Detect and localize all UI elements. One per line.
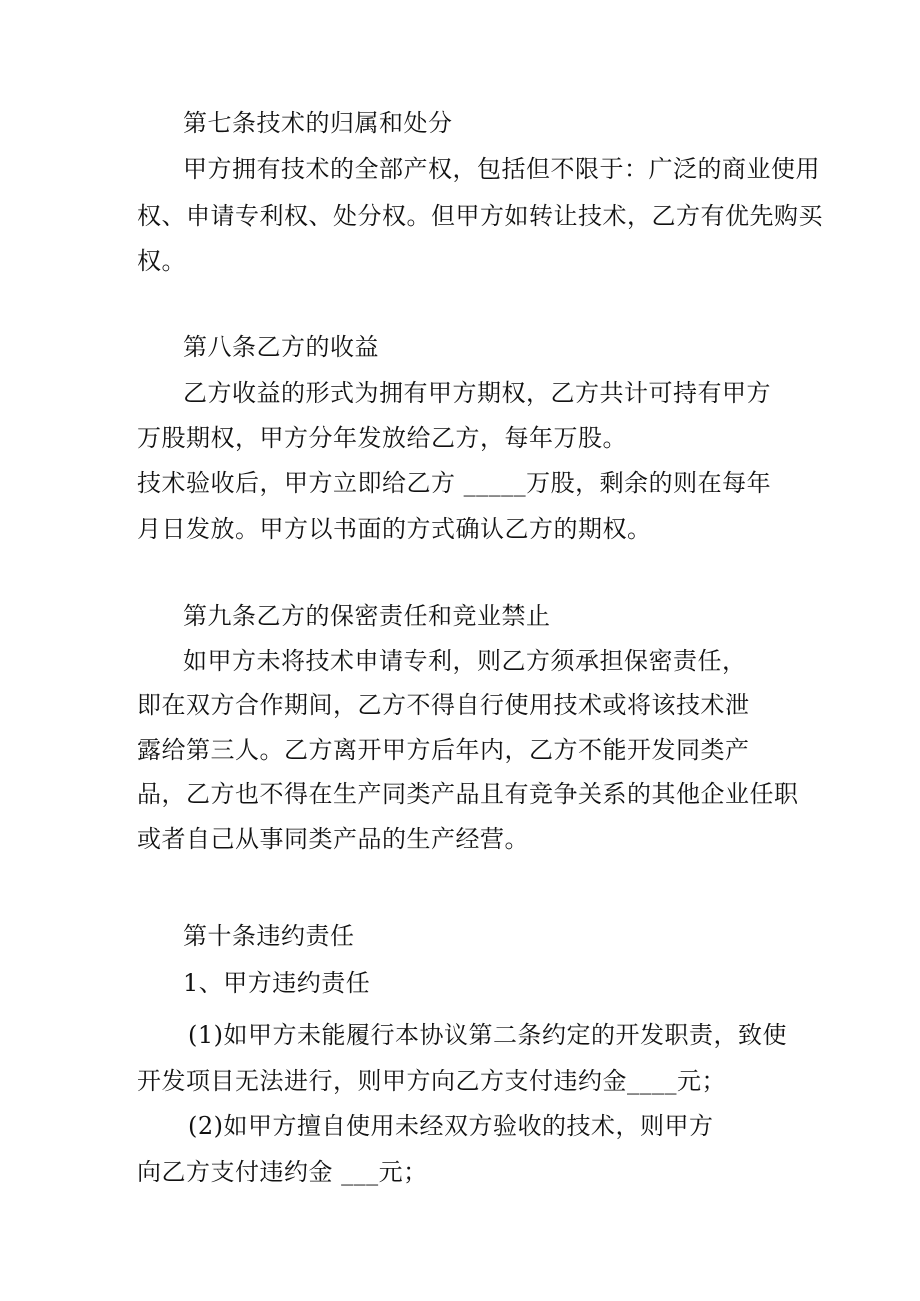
article-8-line-1: 乙方收益的形式为拥有甲方期权，乙方共计可持有甲方 [183,379,771,407]
article-8-line-3: 技术验收后，甲方立即给乙方 _____万股，剩余的则在每年 [137,469,772,497]
article-9-line-3: 露给第三人。乙方离开甲方后年内，乙方不能开发同类产 [137,736,750,764]
article-7-line-3: 权。 [137,247,186,275]
article-9-line-4: 品，乙方也不得在生产同类产品且有竞争关系的其他企业任职 [137,780,799,808]
article-10-heading: 第十条违约责任 [183,922,355,950]
article-9-heading: 第九条乙方的保密责任和竞业禁止 [183,602,551,630]
article-10-line-1: (1)如甲方未能履行本协议第二条约定的开发职责，致使 [188,1021,787,1049]
article-9-line-2: 即在双方合作期间，乙方不得自行使用技术或将该技术泄 [137,691,750,719]
article-8-line-4: 月日发放。甲方以书面的方式确认乙方的期权。 [137,515,652,543]
article-7-line-2: 权、申请专利权、处分权。但甲方如转让技术，乙方有优先购买 [137,202,823,230]
article-10-line-3: (2)如甲方擅自使用未经双方验收的技术，则甲方 [188,1112,714,1140]
article-7-heading: 第七条技术的归属和处分 [183,109,453,137]
article-10-subheading: 1、甲方违约责任 [183,969,371,997]
article-10-line-2: 开发项目无法进行，则甲方向乙方支付违约金____元； [137,1067,726,1095]
article-10-line-4: 向乙方支付违约金 ___元； [137,1158,428,1186]
article-8-heading: 第八条乙方的收益 [183,333,379,361]
article-9-line-5: 或者自己从事同类产品的生产经营。 [137,825,529,853]
article-8-line-2: 万股期权，甲方分年发放给乙方，每年万股。 [137,424,627,452]
article-7-line-1: 甲方拥有技术的全部产权，包括但不限于：广泛的商业使用 [183,155,820,183]
article-9-line-1: 如甲方未将技术申请专利，则乙方须承担保密责任， [183,647,747,675]
